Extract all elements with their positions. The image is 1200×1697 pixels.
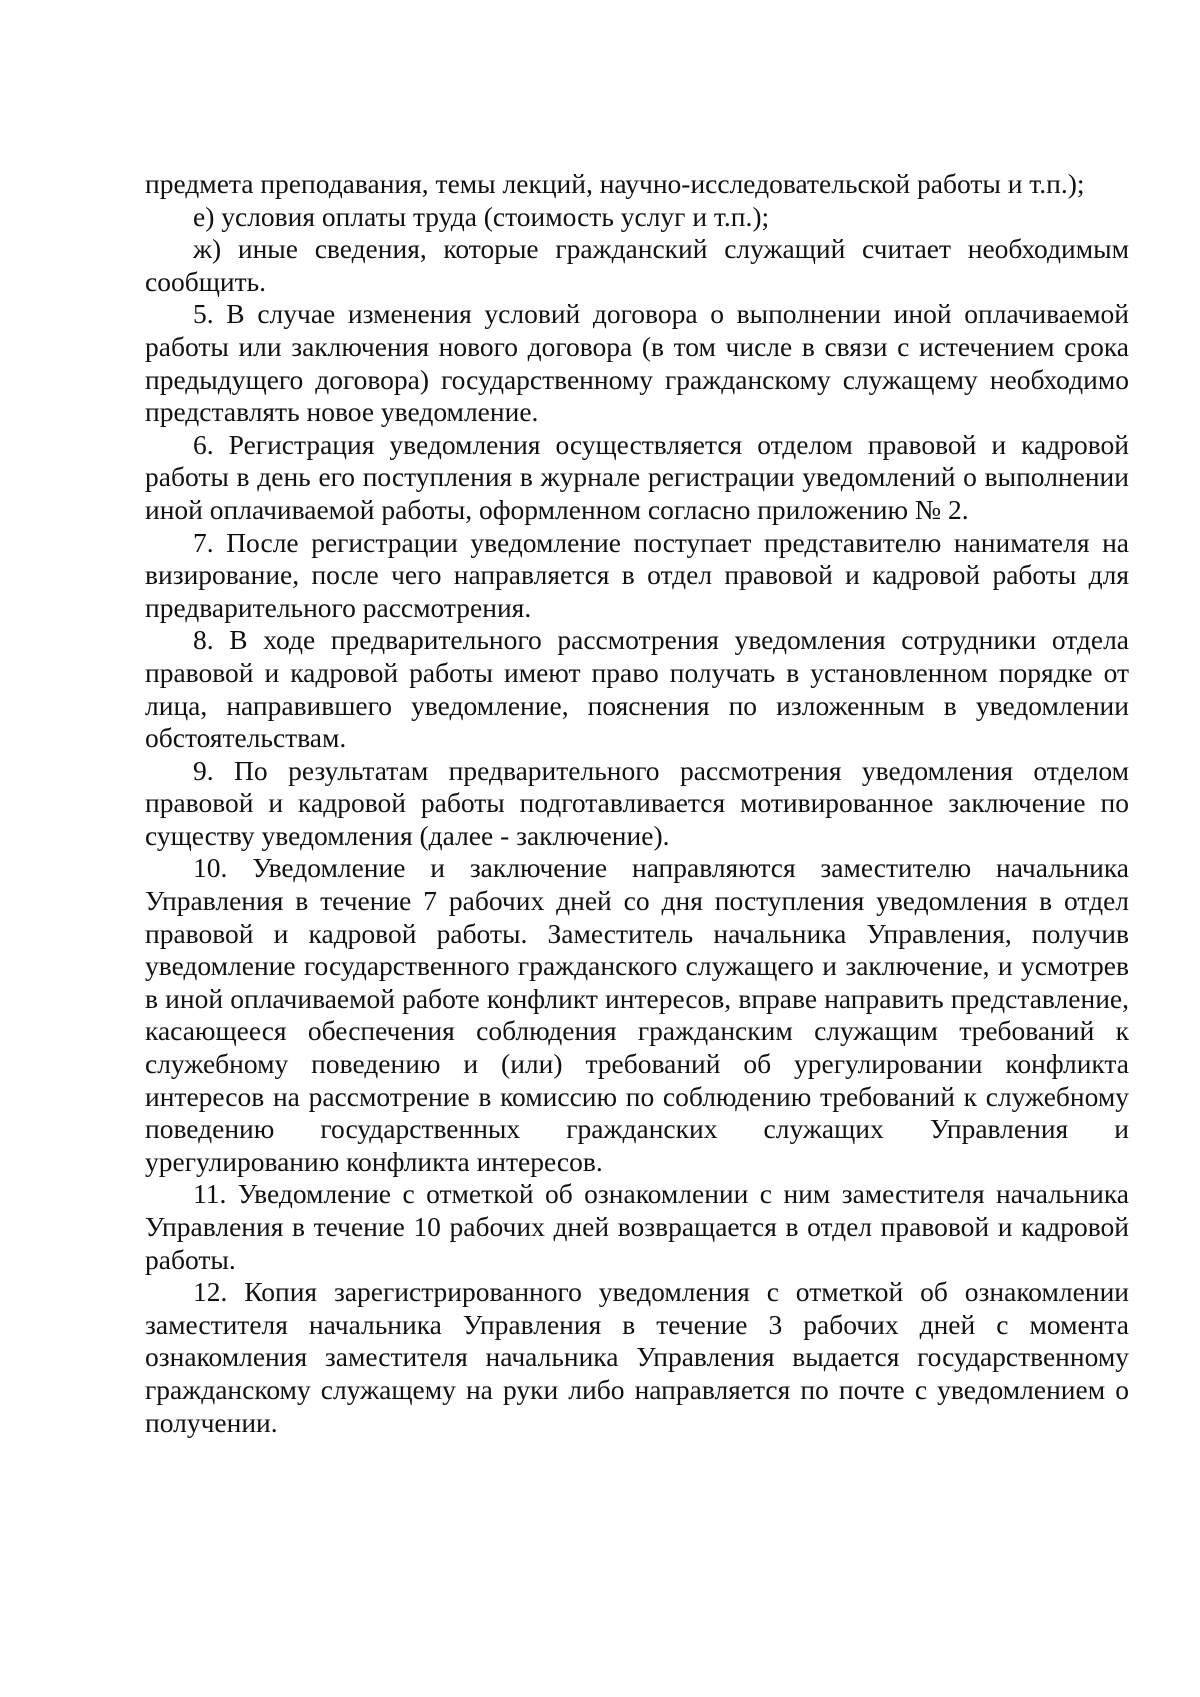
paragraph-12: 12. Копия зарегистрированного уведомления с отметкой об ознакомлении заместителя начальника Управления в течение 3 рабочих дней с момента ознакомления заместителя начальника Управления выдается государственному гражданскому служащему на руки либо направляется по почте с уведомлением о получении. <box>145 1276 1129 1438</box>
paragraph-7: 7. После регистрации уведомление поступает представителю нанимателя на визирование, после чего направляется в отдел правовой и кадровой работы для предварительного рассмотрения. <box>145 526 1129 623</box>
paragraph-item-zh: ж) иные сведения, которые гражданский служащий считает необходимым сообщить. <box>145 233 1129 297</box>
paragraph-6: 6. Регистрация уведомления осуществляется отделом правовой и кадровой работы в день его поступления в журнале регистрации уведомлений о выполнении иной оплачиваемой работы, оформленном согласно приложению № 2. <box>145 428 1129 525</box>
paragraph-item-e: е) условия оплаты труда (стоимость услуг и т.п.); <box>193 200 770 232</box>
paragraph-9: 9. По результатам предварительного рассмотрения уведомления отделом правовой и кадровой работы подготавливается мотивированное заключение по существу уведомления (далее - заключение). <box>145 754 1129 851</box>
paragraph-11: 11. Уведомление с отметкой об ознакомлении с ним заместителя начальника Управления в течение 10 рабочих дней возвращается в отдел правовой и кадровой работы. <box>145 1178 1129 1275</box>
paragraph-10: 10. Уведомление и заключение направляются заместителю начальника Управления в течение 7 рабочих дней со дня поступления уведомления в отдел правовой и кадровой работы. Заместитель начальника Управления, получив уведомление государственного гражданского служащего и заключение, и усмотрев в иной оплачиваемой работе конфликт интересов, вправе направить представление, касающееся обеспечения соблюдения гражданским служащим требований к служебному поведению и (или) требований об урегулировании конфликта интересов на рассмотрение в комиссию по соблюдению требований к служебному поведению государственных гражданских служащих Управления и урегулированию конфликта интересов. <box>145 852 1129 1177</box>
document-body <box>145 168 1129 1439</box>
paragraph-5: 5. В случае изменения условий договора о выполнении иной оплачиваемой работы или заключения нового договора (в том числе в связи с истечением срока предыдущего договора) государственному гражданскому служащему необходимо представлять новое уведомление. <box>145 298 1129 428</box>
paragraph-continuation: предмета преподавания, темы лекций, научно-исследовательской работы и т.п.); <box>145 168 1085 199</box>
paragraph-8: 8. В ходе предварительного рассмотрения уведомления сотрудники отдела правовой и кадровой работы имеют право получать в установленном порядке от лица, направившего уведомление, пояснения по изложенным в уведомлении обстоятельствам. <box>145 624 1129 754</box>
